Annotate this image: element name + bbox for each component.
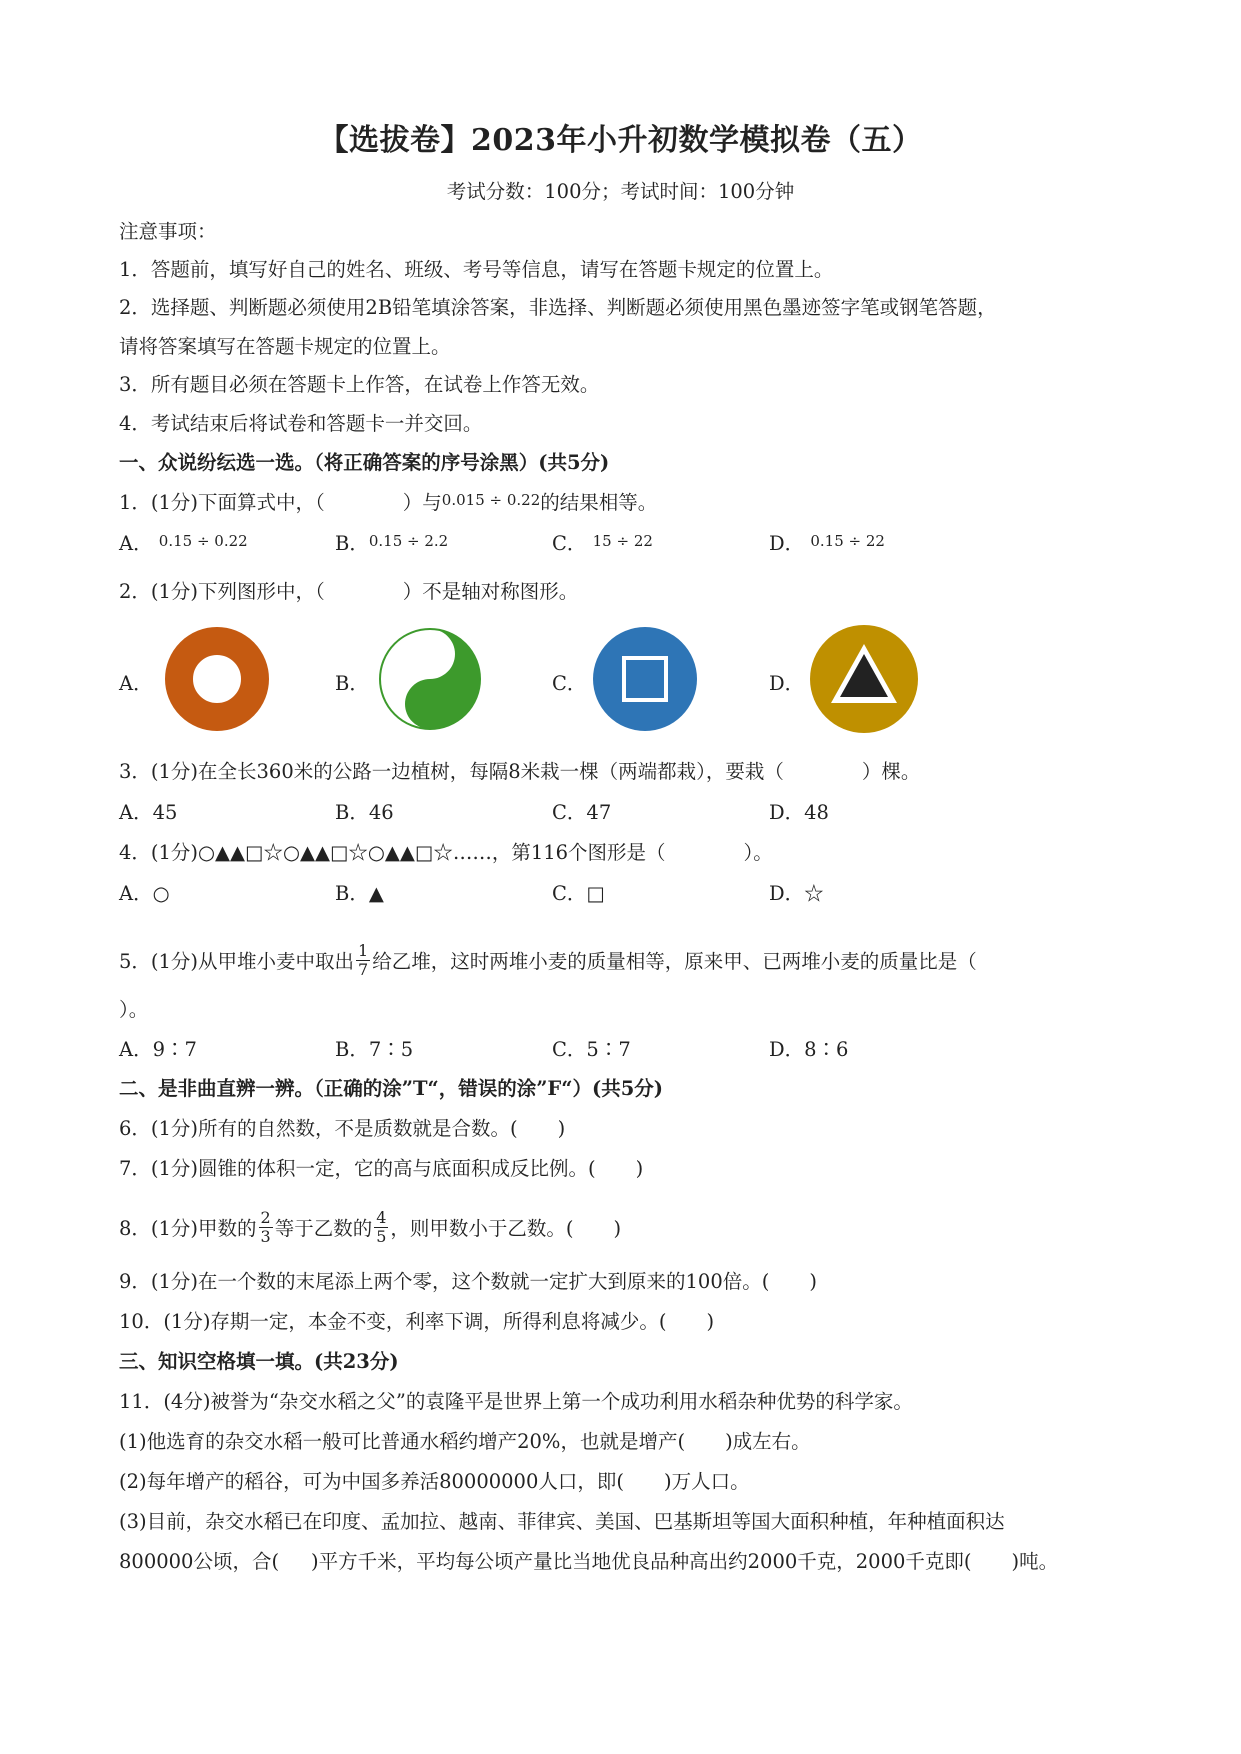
q4-text: 4．(1分)○▲▲□☆○▲▲□☆○▲▲□☆……，第116个图形是（ bbox=[119, 841, 666, 864]
q5-option-b[interactable]: B．7∶5 bbox=[335, 1038, 414, 1061]
q3-suffix: ）棵。 bbox=[861, 760, 921, 783]
question-5 bbox=[119, 941, 977, 981]
question-1 bbox=[119, 489, 657, 518]
q2-option-a-label[interactable]: A． bbox=[119, 672, 153, 695]
notice-item-1: 1．答题前，填写好自己的姓名、班级、考号等信息，请写在答题卡规定的位置上。 bbox=[119, 258, 834, 281]
section-2-heading: 二、是非曲直辨一辨。（正确的涂”T“，错误的涂”F“）(共5分) bbox=[119, 1077, 663, 1100]
q1-option-b[interactable]: B．$^{0.15 \div 2.2}$ bbox=[335, 532, 449, 555]
q5-option-d[interactable]: D．8∶6 bbox=[769, 1038, 849, 1061]
q1-option-c[interactable]: C． $^{15 \div 22}$ bbox=[552, 532, 653, 555]
q5-suffix: 给乙堆，这时两堆小麦的质量相等，原来甲、已两堆小麦的质量比是（ bbox=[372, 950, 977, 973]
ring-shape-icon bbox=[164, 626, 270, 732]
q1-suffix: 的结果相等。 bbox=[540, 491, 658, 514]
question-3 bbox=[119, 758, 920, 786]
notice-item-2-cont: 请将答案填写在答题卡规定的位置上。 bbox=[119, 335, 451, 358]
q4-option-c[interactable]: C．□ bbox=[552, 882, 605, 905]
question-2 bbox=[119, 578, 578, 606]
q2-option-b-label[interactable]: B． bbox=[335, 672, 369, 695]
question-9: 9．(1分)在一个数的末尾添上两个零，这个数就一定扩大到原来的100倍。( ) bbox=[119, 1270, 817, 1293]
question-8: 8．(1分)甲数的 $\frac{2}{3}$ 等于乙数的 $\frac{4}{5}$ ，则甲数小于乙数。( ) bbox=[119, 1208, 622, 1246]
notice-item-2: 2．选择题、判断题必须使用2B铅笔填涂答案，非选择、判断题必须使用黑色墨迹签字笔或钢笔答题， bbox=[119, 296, 997, 319]
q5-option-a[interactable]: A．9∶7 bbox=[119, 1038, 197, 1061]
q3-text: 3．(1分)在全长360米的公路一边植树，每隔8米栽一棵（两端都栽），要栽（ bbox=[119, 760, 784, 783]
question-4 bbox=[119, 839, 773, 867]
q3-option-b[interactable]: B．46 bbox=[335, 801, 394, 824]
q5-option-c[interactable]: C．5∶7 bbox=[552, 1038, 631, 1061]
q3-option-c[interactable]: C．47 bbox=[552, 801, 612, 824]
notice-item-3: 3．所有题目必须在答题卡上作答，在试卷上作答无效。 bbox=[119, 373, 600, 396]
q2-option-c-label[interactable]: C． bbox=[552, 672, 587, 695]
q3-option-a[interactable]: A．45 bbox=[119, 801, 178, 824]
q5-line-2: ）。 bbox=[119, 998, 149, 1021]
q2-prefix: 2．(1分)下列图形中，（ bbox=[119, 580, 325, 603]
q8-fraction-1: $\frac{2}{3}$ bbox=[260, 1208, 271, 1246]
q4-option-d[interactable]: D．☆ bbox=[769, 882, 824, 905]
q1-prefix: 1．(1分)下面算式中，（ bbox=[119, 491, 325, 514]
question-11-part-1: (1)他选育的杂交水稻一般可比普通水稻约增产20%，也就是增产( )成左右。 bbox=[119, 1430, 811, 1453]
notice-heading: 注意事项： bbox=[119, 220, 217, 243]
q1-middle: ）与 bbox=[402, 491, 442, 514]
q5-fraction: $\frac{1}{7}$ bbox=[358, 941, 369, 979]
q1-expression: 0.015 ÷ 0.22 bbox=[441, 491, 541, 509]
question-11-part-2: (2)每年增产的稻谷，可为中国多养活80000000人口，即( )万人口。 bbox=[119, 1470, 750, 1493]
q1-option-a[interactable]: A． $^{0.15 \div 0.22}$ bbox=[119, 532, 248, 555]
q4-suffix: ）。 bbox=[743, 841, 773, 864]
question-6: 6．(1分)所有的自然数，不是质数就是合数。( ) bbox=[119, 1117, 566, 1140]
q3-option-d[interactable]: D．48 bbox=[769, 801, 829, 824]
q4-option-b[interactable]: B．▲ bbox=[335, 882, 384, 905]
notice-item-4: 4．考试结束后将试卷和答题卡一并交回。 bbox=[119, 412, 483, 435]
circle-with-triangle-icon bbox=[808, 624, 920, 734]
q1-option-d[interactable]: D． $^{0.15 \div 22}$ bbox=[769, 532, 885, 555]
circle-with-square-icon bbox=[592, 626, 698, 732]
q8-fraction-2: $\frac{4}{5}$ bbox=[376, 1208, 387, 1246]
exam-info: 考试分数：100分；考试时间：100分钟 bbox=[446, 180, 795, 203]
question-11-part-3-cont: 800000公顷，合( )平方千米，平均每公顷产量比当地优良品种高出约2000千克，2000千克即( )吨。 bbox=[119, 1550, 1059, 1573]
q5-prefix: 5．(1分)从甲堆小麦中取出 bbox=[119, 950, 355, 973]
section-1-heading: 一、众说纷纭选一选。（将正确答案的序号涂黑）(共5分) bbox=[119, 451, 610, 474]
q2-option-d-label[interactable]: D． bbox=[769, 672, 805, 695]
section-3-heading: 三、知识空格填一填。(共23分) bbox=[119, 1350, 399, 1373]
q4-option-a[interactable]: A．○ bbox=[119, 882, 170, 905]
question-11: 11．(4分)被誉为“杂交水稻之父”的袁隆平是世界上第一个成功利用水稻杂种优势的科学家。 bbox=[119, 1390, 913, 1413]
question-7: 7．(1分)圆锥的体积一定，它的高与底面积成反比例。( ) bbox=[119, 1157, 644, 1180]
q2-suffix: ）不是轴对称图形。 bbox=[402, 580, 579, 603]
yin-yang-shape-icon bbox=[377, 626, 483, 732]
page-title: 【选拔卷】2023年小升初数学模拟卷（五） bbox=[318, 123, 923, 158]
question-10: 10．(1分)存期一定，本金不变，利率下调，所得利息将减少。( ) bbox=[119, 1310, 715, 1333]
question-11-part-3: (3)目前，杂交水稻已在印度、孟加拉、越南、菲律宾、美国、巴基斯坦等国大面积种植，年种植面积达 bbox=[119, 1510, 1005, 1533]
